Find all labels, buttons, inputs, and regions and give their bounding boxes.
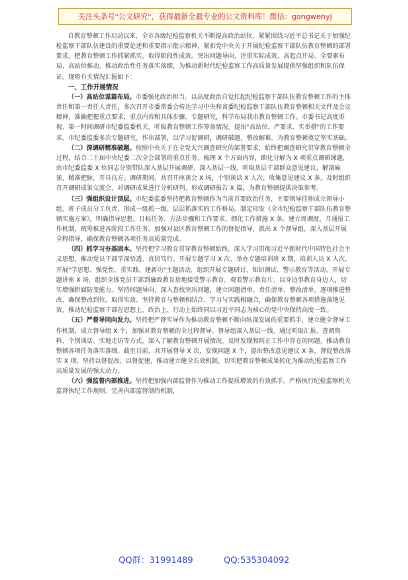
- paragraph-text: 一、工作开展情况: [68, 83, 119, 91]
- paragraph-lead: （六）强监督内部推进。: [68, 378, 136, 386]
- footer-qq: QQ:535304092: [223, 556, 290, 566]
- paragraph-text: 按照中央关于在全党大兴调查研究的部署要求，始终把调查研究贯穿教育整顿全过程，结合二十届中央纪委二次全会部署的重点任务，梳理 X 个方面内容，细化分解为 X 项重点调研课题，由市纪委监委 X 位同志分别带队深入基层开展调研，深入基层一线，听取基层干部群众意见建议，解剖麻雀，精准把脉，开具良方。调研期间，共召开座谈会 X 场，个别谈话 X 人次，收集意见建议 X 条。及时组织召开调研成果交流会，对调研成果进行分析研判，形成调研报告 X 篇，为教育整顿提供决策参考。: [56, 144, 351, 193]
- paragraph: [56, 316, 352, 377]
- paragraph-text: 市纪委监委坚持把教育整顿作为当前首要政治任务，主要领导挂帅成立领导小组，班子成员分工负责，形成一级抓一级、层层抓落实的工作格局。制定印发《全市纪检监察干部队伍教育整顿实施方案》，明确指导思想、目标任务、方法步骤和工作要求，细化工作措施 X 条。建立周调度、月通报工作机制，统筹推进各阶段工作任务。加强对县区教育整顿工作的督促指导，派出 X 个督导组，深入基层开展全程指导，确保教育整顿各项任务高质量完成。: [56, 195, 351, 244]
- paragraph: [56, 32, 352, 83]
- paragraph: [56, 93, 352, 144]
- paragraph-text: 自教育整顿工作启动以来，全市各级纪检监察机关不断提高政治站位，紧紧围绕习近平总书记关于加强纪检监察干部队伍建设的重要论述和重要指示批示精神，紧扣党中央关于开展纪检监察干部队伍教育整顿的部署要求，把教育整顿工作抓紧抓实，取得阶段性成效。突出问题导向，注重实际成效，高起点开局、全要素布局、高站位推动，推动政治性任务落实落细，为推动新时代纪检监察工作高质量发展提供坚强组织和队伍保证。现将有关情况汇报如下：: [56, 33, 351, 81]
- paragraph-lead: （二）深调研精准破题。: [68, 144, 136, 152]
- paragraph-text: 坚持把严督实导作为推动教育整顿不断向纵深发展的重要抓手，建立健全督导工作机制，成立督导组 X 个，加强对教育整顿的全过程督导。督导组深入基层一线，通过听取汇报、查阅资料、个别谈话、实地走访等方式，深入了解教育整顿开展情况，及时发现和纠正工作中存在的问题，推动教育整顿各项任务落实落细。截至目前，共开展督导 X 次，发现问题 X 个，提出整改意见建议 X 条，督促整改落实 X 项。坚持以督促改、以督促建，推动建立健全长效机制，切实把教育整顿成果转化为推动纪检监察工作高质量发展的强大动力。: [56, 317, 351, 376]
- document-body: [56, 32, 352, 552]
- paragraph: [56, 245, 352, 316]
- paragraph-text: 坚持把加强内部监督作为推动工作提质增效的有效抓手，严格执行纪检监察机关监督执纪工作规则，完善内部监督制约机制，: [56, 378, 351, 396]
- paragraph-lead: （四）抓学习夯基固本。: [68, 246, 136, 254]
- paragraph-text: 坚持把学习教育贯穿教育整顿始终，深入学习贯彻习近平新时代中国特色社会主义思想，推动党员干部学深悟透、真信笃行。开展专题学习 X 次，举办专题培训班 X 期，培训人员 X 人次。开展"学思想、强党性、重实践、建新功"主题活动，组织开展专题研讨、知识测试、警示教育等活动。开展专题讲座 X 场，组织全体党员干部到廉政教育基地接受警示教育，观看警示教育片，以身边事教育身边人，切实增强拒腐防变能力。坚持问题导向，深入查找突出问题，建立问题清单、责任清单、整改清单，逐项推进整改，确保整改到位、取得实效。坚持教育与整顿相结合、学习与实践相融合，确保教育整顿各项措施落地见效，推动纪检监察干部在思想上、政治上、行动上始终同以习近平同志为核心的党中央保持高度一致。: [56, 246, 351, 315]
- paragraph-lead: （三）强组织设计顶层。: [68, 195, 136, 203]
- footer-qq-group: QQ群：31991489: [118, 556, 194, 566]
- paragraph: [56, 195, 352, 246]
- paragraph-lead: （五）严督导同向发力。: [68, 317, 136, 325]
- paragraph: [56, 377, 352, 397]
- footer: [0, 553, 408, 569]
- section-heading: [56, 83, 352, 93]
- top-banner: 关注头条号"公文研究"，获得最新全最专业的公文资料库！微信：gongwenyj: [58, 8, 352, 25]
- paragraph-text: 市委强化政治担当，以高度政治自觉扛起纪检监察干部队伍教育整顿工作的主体责任和第一责任人责任，多次召开市委常委会传达学习中央和省委纪检监察干部队伍教育整顿相关文件及会议精神，准确把握重点要求，重点内容和具体步骤，专题研究，科学布局我市教育整顿工作。市委书记高度重视，第一时间调研市纪委监委机关，听取教育整顿工作筹备情况，提出"高站位、严要求、实举措"的工作要求。市纪委监委多次专题研究，作出部署，以学习促调研，调研破题，整改解难，为教育整顿奠定坚实基础。: [56, 93, 351, 142]
- paragraph-lead: （一）高站位谋篇布局。: [68, 93, 136, 101]
- paragraph: [56, 144, 352, 195]
